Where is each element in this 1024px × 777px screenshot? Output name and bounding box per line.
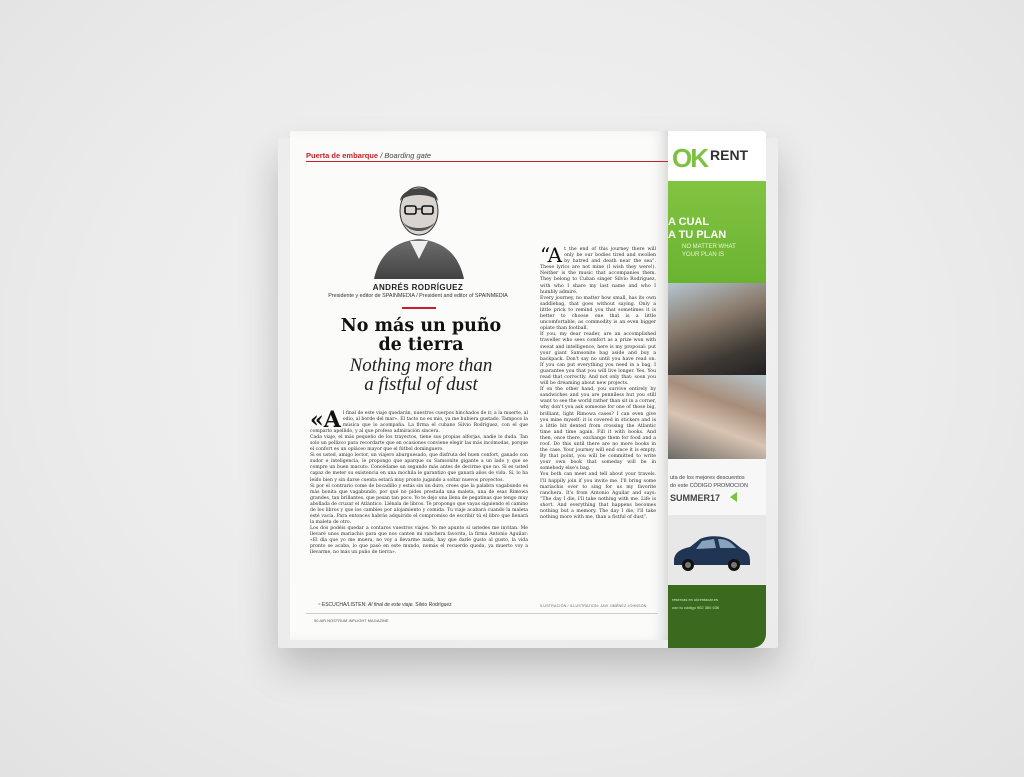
ok-logo: OK xyxy=(672,143,707,173)
paragraph: Si es usted, amigo lector, un viajero aburguesado, que disfruta del buen confort, ganado con sudor e inteligencia, le propongo que aparque su Samsonite gigante a un lado y que se compre un buen macuto. Concédame un segundo más antes de decirme que no. Si es usted capaz de meter su existencia en una mochila le garantizo que ganará años de vida. Sí, lo ha leído bien y sin darse cuenta estará muy pronto jugando a soltar nuevos proyectos. xyxy=(310,453,528,483)
headline-en-line1: Nothing more than xyxy=(349,355,493,376)
listen-label: ESCUCHA/LISTEN: xyxy=(321,602,367,608)
page-folio: 50 AIR NOSTRUM INFLIGHT MAGAZINE xyxy=(314,618,389,623)
headline-es-line1: No más un puño xyxy=(340,316,502,336)
listen-song: Al final de este viaje. xyxy=(368,602,414,608)
left-page xyxy=(290,131,670,640)
paragraph: Si por el contrario come de bocadillo y estás sin un duro, crees que la palabra vagabundo es más bonita que vagabundo, por qué no pides prestada una maleta, una de esas Rimowa grandes, tan brillantes, que pesan tan poco. Yo te dejo una llena de pegatinas que tengo muy abollada de cruzar el Atlántico. Llénala de libros. Te propongo que vayas siguiendo el camino de los libros y que los cambies por alojamiento y comida. Tu viaje acabará cuando la maleta esté vacía. Para entonces habrás adquirido el compromiso de escribir tú el libro que llenará la maleta de otro. xyxy=(310,483,528,525)
illustration-credit: ILUSTRACIÓN / ILLUSTRATION: JAVI JIMÉNEZ JOHNSON xyxy=(540,604,647,608)
headline-en-line2: a fistful of dust xyxy=(364,374,478,395)
header-rule xyxy=(306,161,670,162)
body-english xyxy=(540,243,656,521)
paragraph: If you, my dear reader, are an accomplished traveller who sees comfort as a prize won with sweat and intelligence, here is my proposal: put your giant Samsonite bag aside and buy a backpack. Don't say no until you have read on. If you can put everything you need in a bag, I guarantee you that you will live longer. Yes. You read that correctly. And not only that: soon you will be dreaming about new projects. xyxy=(540,332,656,387)
headline-english xyxy=(310,356,532,394)
paragraph: t the end of this journey there will only be our bodies tired and swollen by hatred and death near the sea”. These lyrics are not mine (I wish they were!). Neither is the music that accompanies them. They belong to Cuban singer Silvio Rodríguez, with who I share my last name and who I humbly admire. xyxy=(540,247,656,295)
listen-credit xyxy=(318,601,452,608)
ad-footer-text-2: con tu código 902 360 636 xyxy=(672,605,720,610)
ad-footer-text-1: reservas en okrentacar.es xyxy=(672,597,719,602)
listen-artist: Silvio Rodríguez xyxy=(415,602,452,608)
section-header xyxy=(306,151,431,160)
paragraph: Every journey, no matter how small, has its own saddlebag, that goes without saying. Only a little prick to remind you that sometimes it is better to choose one that is a little uncomfortable, as commodity is an even bigger opiate than football. xyxy=(540,295,656,332)
ad-photo-driver xyxy=(668,283,766,375)
drop-cap-es: «A xyxy=(310,407,341,433)
promo-text-2: do este CÓDIGO PROMOCION xyxy=(670,483,748,489)
arrow-left-icon xyxy=(730,492,737,502)
car-icon xyxy=(670,531,750,573)
paragraph: You both can meet and tell about your travels. I'll happily join if you invite me. I'll bring some mariachis over to sing for us my favorite ranchera. It's from Antonio Aguilar and says: “The day I die, I'll take nothing with me. Life is short. And everything that happens becomes nothing but a memory. The day I die, I'll take nothing more with me, than a fistful of dust”. xyxy=(540,472,656,521)
body-spanish xyxy=(310,407,528,556)
author-portrait-illustration xyxy=(370,175,468,279)
footer-rule xyxy=(306,613,658,614)
ad-headline-1: A CUAL xyxy=(668,216,710,228)
author-role: Presidente y editor de SPAINMEDIA / President and editor of SPAINMEDIA xyxy=(328,293,508,299)
ad-photo-woman-car xyxy=(668,375,766,459)
headphones-icon: ◦ xyxy=(318,601,321,608)
title-divider xyxy=(402,307,436,309)
ad-promo xyxy=(668,459,766,515)
promo-code: SUMMER17 xyxy=(670,493,721,503)
ad-green-panel xyxy=(668,181,766,283)
promo-text-1: uta de los mejores descuentos xyxy=(670,475,745,481)
rent-logo: RENT xyxy=(710,147,749,163)
ad-header xyxy=(668,131,766,181)
ad-tagline-1: NO MATTER WHAT xyxy=(682,244,736,250)
section-sublabel: / Boarding gate xyxy=(380,151,432,160)
paragraph: Los dos podéis quedar a contaros vuestros viajes. Yo me apunto si ustedes me invitan. Me llevaré unos mariachis para que nos canten mi ranchera favorita, la firma Antonio Aguilar: «El día que yo me muera, no voy a llevarme nada, hay que darle gusto al gusto, la vida pronto se acaba, lo que pasó en este mundo, nomás el recuerdo queda, ya muerto voy a llevarme, no más un puño de tierra». xyxy=(310,525,528,556)
paragraph: l final de este viaje quedarán, nuestros cuerpos hinchados de ir, a la muerte, al odio, al borde del mar». El tacto no es mío, ya me hubiera gustado. Tampoco la música que lo acompaña. La firma el cubano Silvio Rodríguez, con el que comparto apellido, y al que profeso admiración sincera. xyxy=(310,411,528,435)
ad-car-area xyxy=(668,515,766,585)
headline-es-line2: de tierra xyxy=(378,335,464,355)
section-label: Puerta de embarque xyxy=(306,151,379,160)
paragraph: If on the other hand, you survive entirely by sandwiches and you are penniless but you still want to see the world rather than sit in a corner, why don't you ask someone for one of those big, brilliant, light Rimowa cases? I can even give you mine myself: it is covered in stickers and is a little bit dented from crossing the Atlantic time and time again. Fill it with books. And then, once there, exchange them for food and a roof. Do this until there are no more books in the case. Your journey will end once it is empty. By that point, you will be committed to write your own book that someday will be in somebody else's bag. xyxy=(540,387,656,472)
headline-spanish xyxy=(310,317,532,355)
paragraph: Cada viaje, el más pequeño de los trayectos, tiene sus propias alforjas, nadie lo duda. Tan solo un pellizco para recordarte que en ocasiones conviene elegir las más incómodas, porque el confort es un opiáceo mayor que el fútbol dominguero. xyxy=(310,435,528,453)
rolled-ad-page xyxy=(668,131,766,648)
ad-footer xyxy=(668,585,766,648)
drop-cap-en: “A xyxy=(540,243,563,267)
ad-headline-2: A TU PLAN xyxy=(668,229,727,241)
ad-tagline-2: YOUR PLAN IS xyxy=(682,252,725,258)
author-name: ANDRÉS RODRÍGUEZ xyxy=(372,283,464,292)
